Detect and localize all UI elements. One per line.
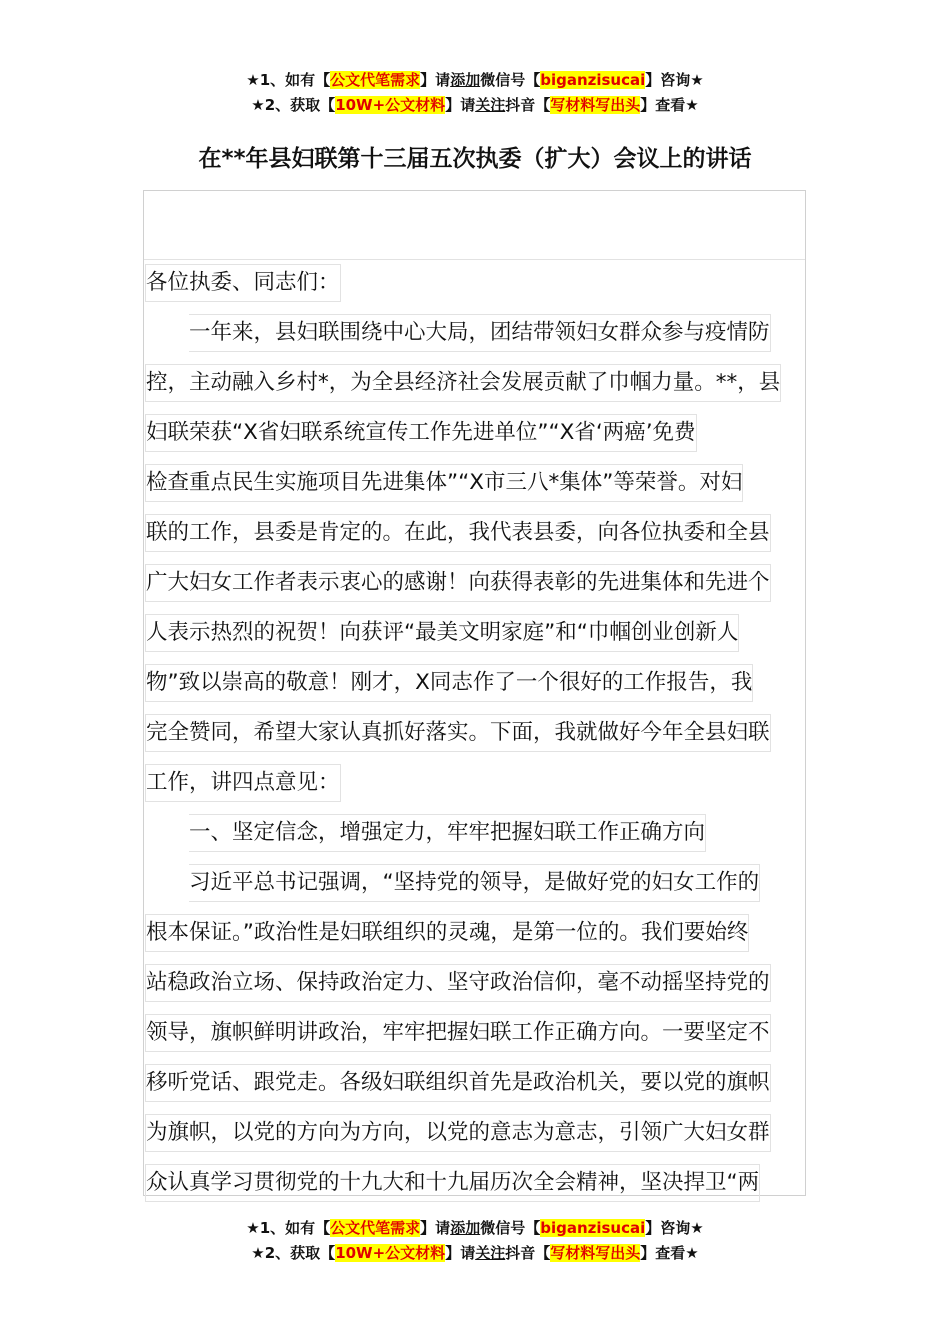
text-line: 联的工作，县委是肯定的。在此，我代表县委，向各位执委和全县: [145, 508, 807, 558]
text-line: 站稳政治立场、保持政治定力、坚守政治信仰，毫不动摇坚持党的: [145, 958, 807, 1008]
highlight-wechat-id: biganzisucai: [540, 71, 646, 89]
highlight-wechat-id: biganzisucai: [540, 1219, 646, 1237]
highlight-douyin-account: 写材料写出头: [550, 1244, 641, 1262]
promo-banner-top: [0, 68, 950, 118]
text-line: 为旗帜，以党的方向为方向，以党的意志为意志，引领广大妇女群: [145, 1108, 807, 1158]
highlight-service: 公文代笔需求: [330, 1219, 421, 1237]
text-line: 工作，讲四点意见：: [145, 758, 807, 808]
promo-line-2: ★2、获取【10W+公文材料】请关注抖音【写材料写出头】查看★: [251, 1244, 699, 1262]
text-line: 完全赞同，希望大家认真抓好落实。下面，我就做好今年全县妇联: [145, 708, 807, 758]
text-line: 习近平总书记强调，“坚持党的领导，是做好党的妇女工作的: [145, 858, 807, 908]
promo-line-1: ★1、如有【公文代笔需求】请添加微信号【biganzisucai】咨询★: [246, 1219, 704, 1237]
text-line: 广大妇女工作者表示衷心的感谢！向获得表彰的先进集体和先进个: [145, 558, 807, 608]
text-line: 妇联荣获“X省妇联系统宣传工作先进单位”“X省‘两癌’免费: [145, 408, 807, 458]
text-line: 移听党话、跟党走。各级妇联组织首先是政治机关，要以党的旗帜: [145, 1058, 807, 1108]
text-line: 众认真学习贯彻党的十九大和十九届历次全会精神，坚决捍卫“两: [145, 1158, 807, 1208]
text-line: 物”致以崇高的敬意！刚才，X同志作了一个很好的工作报告，我: [145, 658, 807, 708]
text-line: 根本保证。”政治性是妇联组织的灵魂，是第一位的。我们要始终: [145, 908, 807, 958]
highlight-materials: 10W+公文材料: [335, 1244, 446, 1262]
text-line: 各位执委、同志们：: [145, 258, 807, 308]
section-heading: 一、坚定信念，增强定力，牢牢把握妇联工作正确方向: [145, 808, 807, 858]
document-body: [145, 258, 807, 1208]
text-line: 控，主动融入乡村*，为全县经济社会发展贡献了巾帼力量。**，县: [145, 358, 807, 408]
text-line: 检查重点民生实施项目先进集体”“X市三八*集体”等荣誉。对妇: [145, 458, 807, 508]
frame-header-box: [144, 191, 805, 260]
text-line: 人表示热烈的祝贺！向获评“最美文明家庭”和“巾帼创业创新人: [145, 608, 807, 658]
text-line: 一年来，县妇联围绕中心大局，团结带领妇女群众参与疫情防: [145, 308, 807, 358]
promo-line-1: ★1、如有【公文代笔需求】请添加微信号【biganzisucai】咨询★: [246, 71, 704, 89]
highlight-materials: 10W+公文材料: [335, 96, 446, 114]
document-title: 在**年县妇联第十三届五次执委（扩大）会议上的讲话: [198, 146, 752, 172]
text-line: 领导，旗帜鲜明讲政治，牢牢把握妇联工作正确方向。一要坚定不: [145, 1008, 807, 1058]
promo-banner-bottom: [0, 1216, 950, 1266]
highlight-service: 公文代笔需求: [330, 71, 421, 89]
highlight-douyin-account: 写材料写出头: [550, 96, 641, 114]
promo-line-2: ★2、获取【10W+公文材料】请关注抖音【写材料写出头】查看★: [251, 96, 699, 114]
